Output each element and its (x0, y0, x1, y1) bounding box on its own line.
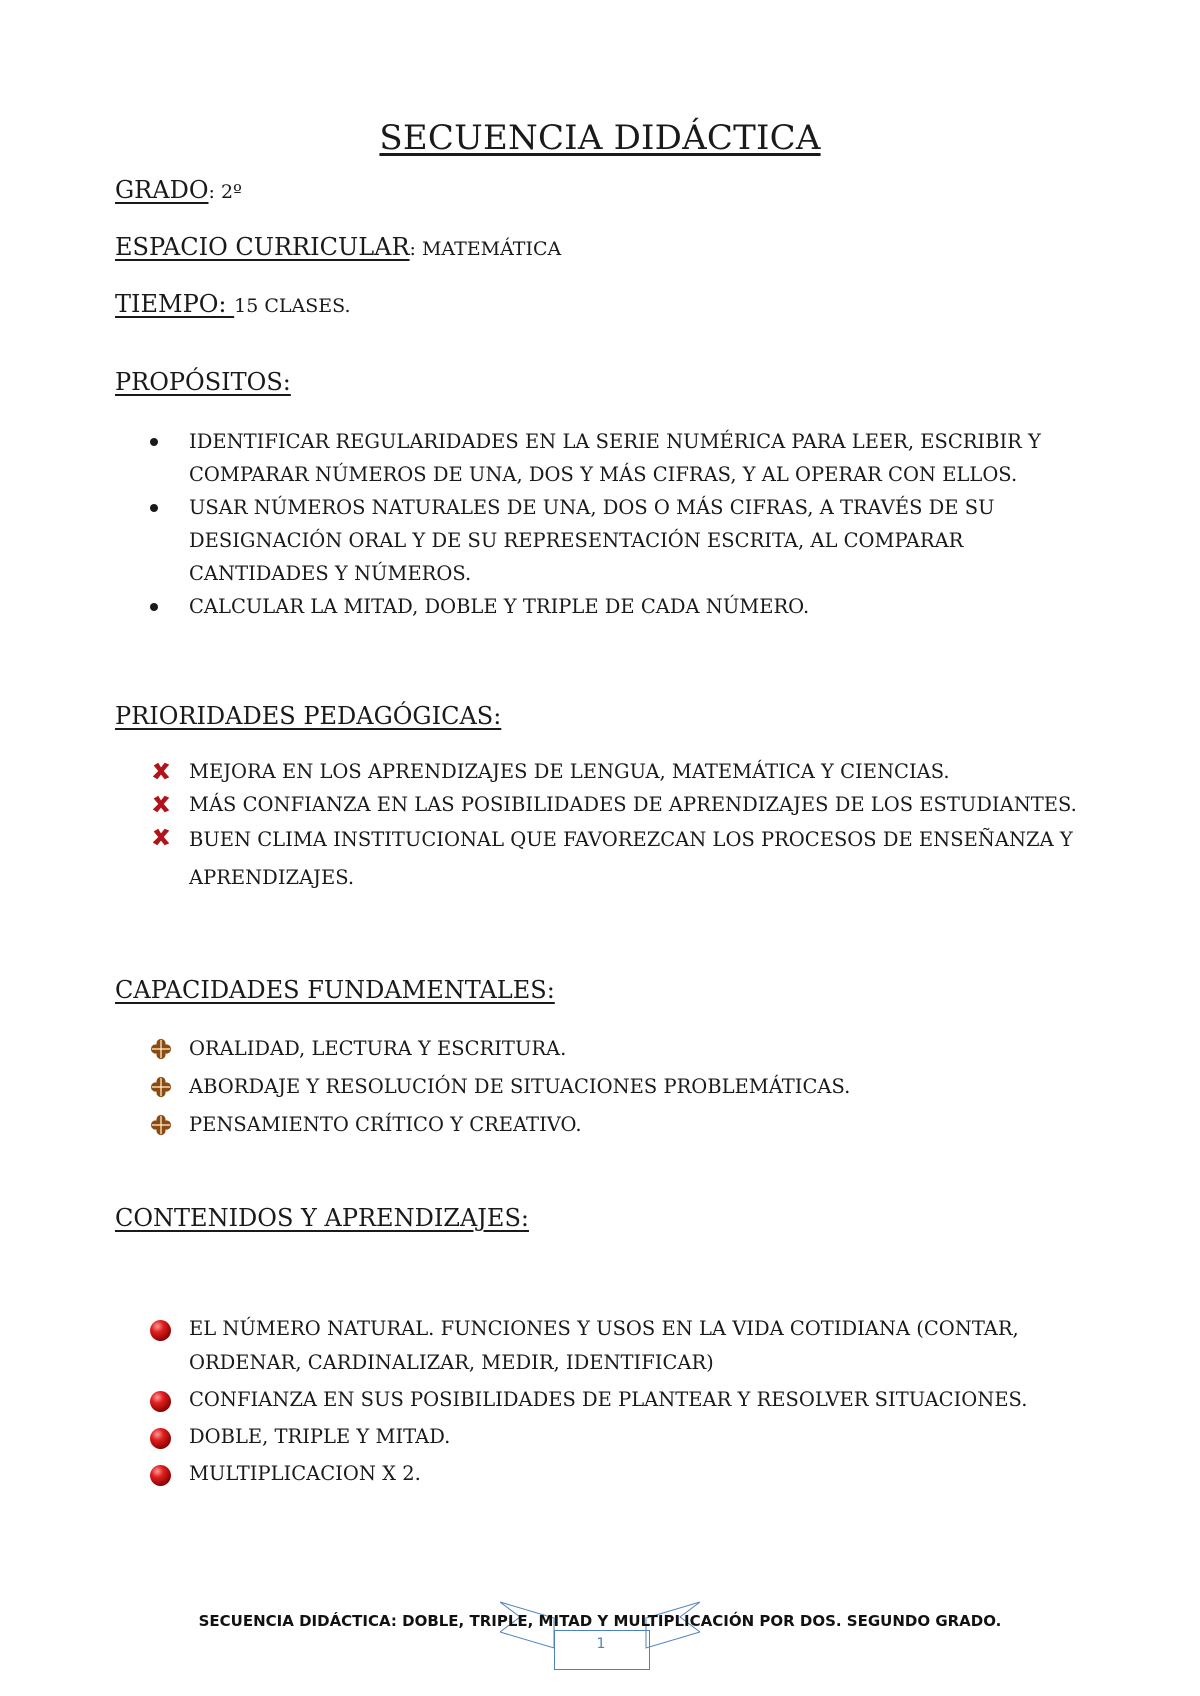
red-sphere-icon (150, 1320, 171, 1341)
red-sphere-icon (150, 1428, 171, 1449)
red-sphere-icon (150, 1391, 171, 1412)
field-espacio (115, 233, 561, 261)
list-item: BUEN CLIMA INSTITUCIONAL QUE FAVOREZCAN LOS PROCESOS DE ENSEÑANZA Y APRENDIZAJES. (0, 821, 1200, 897)
list-item: CONFIANZA EN SUS POSIBILIDADES DE PLANTEAR Y RESOLVER SITUACIONES. (0, 1383, 1200, 1417)
list-item: EL NÚMERO NATURAL. FUNCIONES Y USOS EN LA VIDA COTIDIANA (CONTAR, ORDENAR, CARDINALIZAR, MEDIR, IDENTIFICAR) (0, 1312, 1200, 1380)
list-item: ABORDAJE Y RESOLUCIÓN DE SITUACIONES PROBLEMÁTICAS. (0, 1068, 960, 1106)
list-item: MÁS CONFIANZA EN LAS POSIBILIDADES DE APRENDIZAJES DE LOS ESTUDIANTES. (0, 788, 1200, 821)
field-tiempo (115, 290, 350, 318)
prioridades-list (0, 755, 1200, 897)
quatrefoil-icon (150, 1076, 172, 1098)
list-item: CALCULAR LA MITAD, DOBLE Y TRIPLE DE CADA NÚMERO. (0, 590, 1200, 623)
heading-capacidades: CAPACIDADES FUNDAMENTALES: (115, 976, 555, 1004)
field-tiempo-value: 15 CLASES. (234, 295, 351, 317)
bullet-dot-icon (150, 603, 158, 611)
list-item: PENSAMIENTO CRÍTICO Y CREATIVO. (0, 1106, 960, 1144)
document-title: SECUENCIA DIDÁCTICA (379, 118, 821, 158)
heading-propositos: PROPÓSITOS: (115, 368, 291, 396)
capacidades-list (0, 1030, 960, 1144)
red-sphere-icon (150, 1465, 171, 1486)
bullet-dot-icon (150, 504, 158, 512)
heading-contenidos: CONTENIDOS Y APRENDIZAJES: (115, 1204, 529, 1232)
field-tiempo-label: TIEMPO: (115, 290, 235, 318)
cross-icon (150, 793, 172, 815)
list-item: ORALIDAD, LECTURA Y ESCRITURA. (0, 1030, 960, 1068)
quatrefoil-icon (150, 1114, 172, 1136)
quatrefoil-icon (150, 1038, 172, 1060)
cross-icon (150, 826, 172, 848)
field-grado-label: GRADO (115, 176, 209, 204)
list-item: MEJORA EN LOS APRENDIZAJES DE LENGUA, MATEMÁTICA Y CIENCIAS. (0, 755, 1200, 788)
bullet-dot-icon (150, 438, 158, 446)
contenidos-list (0, 1312, 1200, 1494)
list-item: MULTIPLICACION X 2. (0, 1457, 1200, 1491)
field-grado (115, 176, 242, 204)
page-number: 1 (596, 1636, 606, 1652)
field-espacio-label: ESPACIO CURRICULAR (115, 233, 410, 261)
field-espacio-value: : MATEMÁTICA (409, 238, 562, 260)
list-item: DOBLE, TRIPLE Y MITAD. (0, 1420, 1200, 1454)
footer-text: SECUENCIA DIDÁCTICA: DOBLE, TRIPLE, MITAD Y MULTIPLICACIÓN POR DOS. SEGUNDO GRADO. (198, 1612, 1002, 1630)
heading-prioridades: PRIORIDADES PEDAGÓGICAS: (115, 702, 502, 730)
propositos-list (0, 425, 1200, 623)
list-item: IDENTIFICAR REGULARIDADES EN LA SERIE NUMÉRICA PARA LEER, ESCRIBIR Y COMPARAR NÚMEROS DE UNA, DOS Y MÁS CIFRAS, Y AL OPERAR CON ELLOS. (0, 425, 1200, 491)
list-item: USAR NÚMEROS NATURALES DE UNA, DOS O MÁS CIFRAS, A TRAVÉS DE SU DESIGNACIÓN ORAL Y DE SU REPRESENTACIÓN ESCRITA, AL COMPARAR CANTIDADES Y NÚMEROS. (0, 491, 1200, 590)
field-grado-value: : 2º (208, 181, 242, 203)
cross-icon (150, 760, 172, 782)
